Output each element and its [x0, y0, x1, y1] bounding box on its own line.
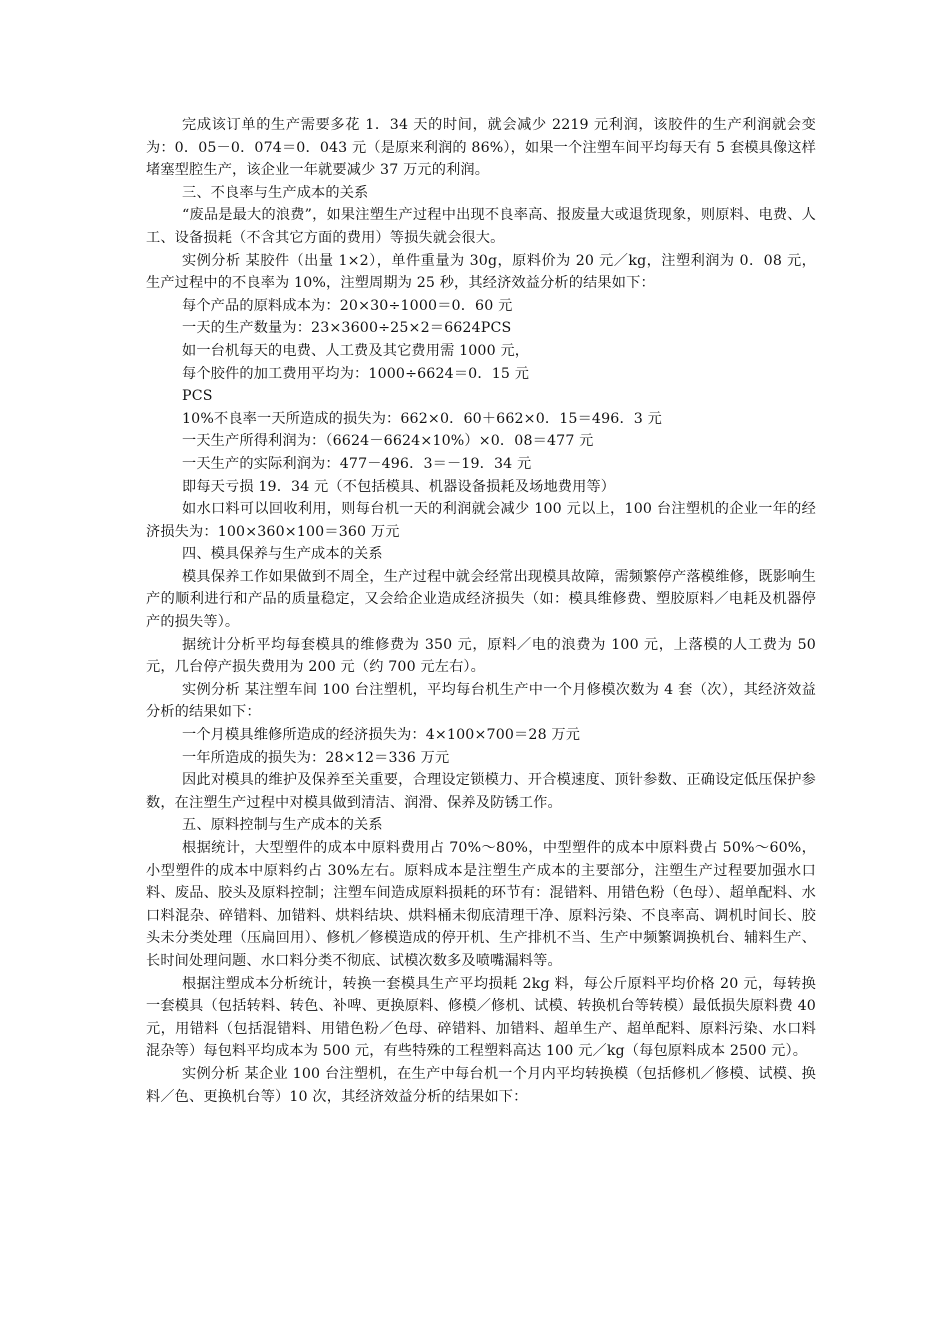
paragraph-profit-reduction: 完成该订单的生产需要多花 1．34 天的时间，就会减少 2219 元利润，该胶件的生产利润就会变为：0．05－0．074＝0．043 元（是原来利润的 86%），如果一个注塑车间平均每天有 5 套模具像这样堵塞型腔生产，该企业一年就要减少 37 万元的利润。 [146, 117, 816, 179]
calc-line-material-cost: 每个产品的原料成本为：20×30÷1000＝0．60 元 [182, 297, 513, 314]
paragraph-case-analysis-2: 实例分析 某注塑车间 100 台注塑机，平均每台机生产中一个月修模次数为 4 套（次），其经济效益分析的结果如下： [146, 681, 816, 721]
paragraph-mold-change-cost: 根据注塑成本分析统计，转换一套模具生产平均损耗 2kg 料，每公斤原料平均价格 20 元，每转换一套模具（包括转料、转色、补啤、更换原料、修模／修机、试模、转换机台等转模）最低损失原料费 40 元，用错料（包括混错料、用错色粉／色母、碎错料、加错料、超单生产、超单配料、原料污染、水口料混杂等）每包料平均成本为 500 元，有些特殊的工程塑料高达 100 元／kg（每包原料成本 2500 元）。 [146, 975, 816, 1060]
calc-line-monthly-mold-loss: 一个月模具维修所造成的经济损失为：4×100×700＝28 万元 [182, 727, 581, 744]
section-heading-5: 五、原料控制与生产成本的关系 [182, 817, 383, 834]
calc-line-defect-loss: 10%不良率一天所造成的损失为：662×0．60＋662×0．15＝496．3 元 [182, 410, 662, 427]
calc-line-daily-output: 一天的生产数量为：23×3600÷25×2＝6624PCS [182, 320, 512, 337]
section-heading-3: 三、不良率与生产成本的关系 [182, 184, 369, 201]
document-body [146, 114, 816, 1108]
calc-line-daily-fees: 如一台机每天的电费、人工费及其它费用需 1000 元， [182, 342, 530, 359]
calc-line-daily-profit: 一天生产所得利润为：（6624－6624×10%）×0．08＝477 元 [182, 433, 594, 450]
paragraph-waste-quote: “废品是最大的浪费”，如果注塑生产过程中出现不良率高、报废量大或退货现象，则原料、电费、人工、设备损耗（不含其它方面的费用）等损失就会很大。 [146, 207, 816, 246]
paragraph-recycle-loss: 如水口料可以回收利用，则每台机一天的利润就会减少 100 元以上，100 台注塑机的企业一年的经济损失为：100×360×100＝360 万元 [146, 501, 816, 540]
paragraph-material-statistics: 根据统计，大型塑件的成本中原料费用占 70%～80%，中型塑件的成本中原料费占 50%～60%，小型塑件的成本中原料约占 30%左右。原料成本是注塑生产成本的主要部分，注塑生产过程要加强水口料、废品、胶头及原料控制；注塑车间造成原料损耗的环节有：混错料、用错色粉（色母）、超单配料、水口料混杂、碎错料、加错料、烘料结块、烘料桶未彻底清理干净、原料污染、不良率高、调机时间长、胶头未分类处理（压扁回用）、修机／修模造成的停开机、生产排机不当、生产中频繁调换机台、辅料生产、长时间处理问题、水口料分类不彻底、试模次数多及喷嘴漏料等。 [146, 840, 816, 969]
calc-line-daily-loss: 即每天亏损 19．34 元（不包括模具、机器设备损耗及场地费用等） [182, 478, 616, 495]
paragraph-mold-repair-cost: 据统计分析平均每套模具的维修费为 350 元，原料／电的浪费为 100 元，上落模的人工费为 50 元，几台停产损失费用为 200 元（约 700 元左右）。 [146, 636, 816, 676]
calc-line-actual-profit: 一天生产的实际利润为：477－496．3＝－19．34 元 [182, 455, 532, 472]
calc-line-pcs-unit: PCS [182, 388, 213, 405]
paragraph-mold-care: 因此对模具的维护及保养至关重要，合理设定锁模力、开合模速度、顶针参数、正确设定低压保护参数，在注塑生产过程中对模具做到清洁、润滑、保养及防锈工作。 [146, 772, 816, 811]
paragraph-mold-maintenance: 模具保养工作如果做到不周全，生产过程中就会经常出现模具故障，需频繁停产落模维修，既影响生产的顺利进行和产品的质量稳定，又会给企业造成经济损失（如：模具维修费、塑胶原料／电耗及机器停产的损失等）。 [146, 568, 816, 631]
paragraph-case-analysis-3: 实例分析 某企业 100 台注塑机，在生产中每台机一个月内平均转换模（包括修机／修模、试模、换料／色、更换机台等）10 次，其经济效益分析的结果如下： [146, 1065, 816, 1105]
calc-line-processing-fee: 每个胶件的加工费用平均为：1000÷6624＝0．15 元 [182, 365, 530, 382]
paragraph-case-analysis-1: 实例分析 某胶件（出量 1×2），单件重量为 30g，原料价为 20 元／kg，注塑利润为 0．08 元，生产过程中的不良率为 10%，注塑周期为 25 秒，其经济效益分析的结果如下： [146, 252, 816, 292]
section-heading-4: 四、模具保养与生产成本的关系 [182, 546, 383, 563]
calc-line-yearly-mold-loss: 一年所造成的损失为：28×12＝336 万元 [182, 749, 450, 766]
